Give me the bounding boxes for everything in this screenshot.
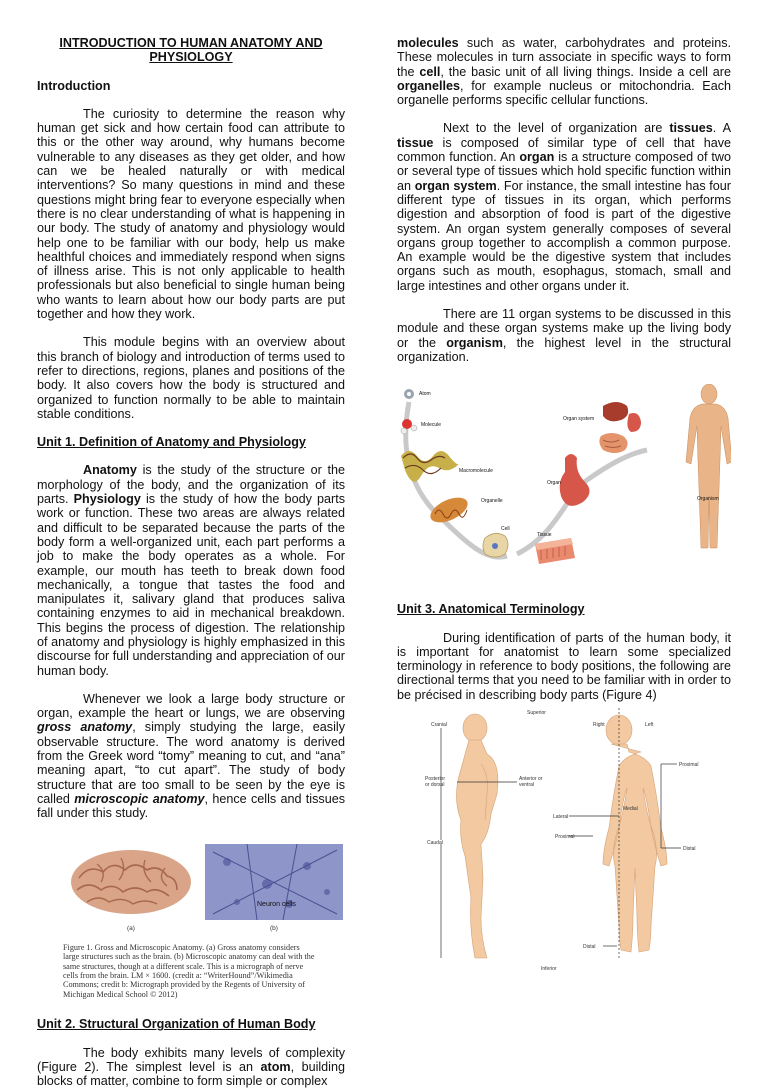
term-gross-anatomy: gross anatomy xyxy=(37,720,133,735)
unit2-heading: Unit 2. Structural Organization of Human Body xyxy=(37,1017,316,1032)
unit2-p2-text-c: is composed of similar type of cell that have common function. An xyxy=(397,135,731,165)
unit2-p1-text-a: The body exhibits many levels of complexity (Figure 2). The simplest level is an xyxy=(37,1045,345,1074)
front-view-body xyxy=(603,715,667,952)
term-anatomy: Anatomy xyxy=(83,463,137,478)
figure-1 xyxy=(37,844,345,1000)
term-microscopic-anatomy: microscopic anatomy xyxy=(74,791,205,806)
unit2-p1-text-b: , building blocks of matter, combine to form simple or complex xyxy=(37,1059,345,1088)
side-view-body xyxy=(456,714,497,958)
unit1-p2-text-b: , simply studying the large, easily observable structure. The word anatomy is derived from the Greek word “tomy” meaning to cut, and “ana” meaning apart, “to cut apart”. The study of body structure that are too small to be seen by the eye is called xyxy=(37,720,345,806)
term-tissue: tissue xyxy=(397,135,434,150)
figure-1-label-b: (b) xyxy=(270,924,278,932)
unit3-paragraph-1: During identification of parts of the human body, it is important for anatomist to learn some specialized terminology in reference to body positions, the following are directional terms that you need to be familiar with in order to be précised in describing body parts (Figure 4) xyxy=(397,630,731,702)
term-cell: cell xyxy=(419,64,441,79)
unit2-p1-text-e: , for example nucleus or mitochondria. Each organelle performs specific cellular functions. xyxy=(397,78,731,108)
macromolecule-image xyxy=(401,451,493,482)
label-organ-system: Organ system xyxy=(563,416,595,423)
label-distal-arm: Distal xyxy=(683,846,696,853)
atom-image xyxy=(404,389,431,399)
label-organ: Organ xyxy=(547,480,561,487)
term-atom: atom xyxy=(260,1059,291,1074)
label-posterior: Posterior or dorsal xyxy=(425,776,446,789)
term-physiology: Physiology xyxy=(73,492,141,507)
unit2-p2-text-a: Next to the level of organization are xyxy=(443,121,670,136)
label-inferior: Inferior xyxy=(541,966,557,973)
unit2-p1-text-d: , the basic unit of all living things. Inside a cell are xyxy=(440,64,731,79)
term-organism: organism xyxy=(446,335,503,350)
label-caudal: Caudal xyxy=(427,840,443,847)
unit1-paragraph-1 xyxy=(37,463,345,677)
term-organ: organ xyxy=(519,150,555,165)
label-tissue: Tissue xyxy=(537,532,552,539)
label-lateral: Lateral xyxy=(553,814,569,821)
unit2-p2-text-e: . For instance, the small intestine has four different type of tissues in its organ, which performs digestion and absorption of food is part of the digestive system. An organ system generally composes of several organs group together to accomplish a common purpose. An example would be the digestive system that includes organs such as mouth, esophagus, stomach, small and large intestines and other organs under it. xyxy=(397,178,731,293)
unit2-paragraph-1-cont xyxy=(397,36,731,107)
unit1-p2-text-c: , hence cells and tissues fall under this study. xyxy=(37,791,346,821)
label-organelle: Organelle xyxy=(481,498,503,505)
label-molecule: Molecule xyxy=(421,422,442,429)
label-cell: Cell xyxy=(501,526,510,533)
label-atom: Atom xyxy=(419,391,431,398)
intro-paragraph-1: The curiosity to determine the reason why human get sick and how certain food can attribute to this or the other way around, why humans become vulnerable to any diseases as they get older, and how can we be healed naturally or with medical interventions? So many questions in mind and these questions might bring fear to everyone especially when there is no clear understanding of what is happening in our body. The study of anatomy and physiology would help one to be familiar with our body, help us make healthful choices and immediately respond when signs of illness arise. This is not only applicable to health professionals but also beneficial to single human being who wants to learn about how our body parts are put together and how they work. xyxy=(37,106,345,322)
figure-2-organization-levels xyxy=(397,384,731,590)
left-column xyxy=(37,32,345,1088)
label-left: Left xyxy=(645,722,654,729)
page-title: INTRODUCTION TO HUMAN ANATOMY AND PHYSIOLOGY xyxy=(59,36,323,65)
brain-image xyxy=(71,850,191,914)
figure-1-images xyxy=(37,844,345,934)
organ-system-image xyxy=(563,402,641,453)
unit1-p1-text-a: is the study of the structure or the morphology of the body, and the organization of its parts. xyxy=(37,463,345,507)
intro-paragraph-2: This module begins with an overview about this branch of biology and introduction of terms used to refer to directions, regions, planes and positions of the body. It also covers how the body is structured and organized to function normally to be able to maintain stable conditions. xyxy=(37,335,345,421)
unit2-paragraph-3 xyxy=(397,307,731,364)
label-cranial: Cranial xyxy=(431,722,447,729)
unit2-p2-text-d: is a structure composed of two or several type of tissues which hold specific function within an xyxy=(397,150,731,193)
term-organelles: organelles xyxy=(397,78,460,93)
term-molecules: molecules xyxy=(397,36,459,50)
figure-1-label-a: (a) xyxy=(127,924,135,932)
unit2-p1-text-c: such as water, carbohydrates and proteins. These molecules in turn associate in specific ways to form the xyxy=(397,36,731,79)
neuron-cells-text: Neuron cells xyxy=(257,900,296,908)
label-macromolecule: Macromolecule xyxy=(459,468,493,475)
label-proximal-arm: Proximal xyxy=(679,762,699,769)
organelle-image xyxy=(427,493,503,528)
unit1-paragraph-2 xyxy=(37,692,345,821)
figure-1-caption: Figure 1. Gross and Microscopic Anatomy. (a) Gross anatomy considers large structures such as the brain. (b) Microscopic anatomy can deal with the same structures, though at a different scale. This is a micrograph of nerve cells from the brain. LM × 1600. (credit a: “WriterHound”/Wikimedia Commons; credit b: Micrograph provided by the Regents of University of Michigan Medical School © 2012) xyxy=(63,942,315,999)
right-column xyxy=(397,32,731,978)
figure-4-directional-terms xyxy=(397,708,731,978)
unit1-p2-text-a: Whenever we look a large body structure or organ, example the heart or lungs, we are observing xyxy=(37,691,345,721)
unit1-heading: Unit 1. Definition of Anatomy and Physiology xyxy=(37,435,306,450)
molecule-image xyxy=(401,419,441,434)
term-tissues: tissues xyxy=(669,121,713,136)
unit2-p3-text-a: There are 11 organ systems to be discussed in this module and these organ systems make up the living body or the xyxy=(397,307,731,350)
tissue-image xyxy=(535,532,575,564)
unit2-paragraph-1 xyxy=(37,1046,345,1088)
cell-image xyxy=(483,526,510,557)
label-medial: Medial xyxy=(623,806,638,813)
unit2-paragraph-2 xyxy=(397,121,731,293)
unit1-p1-text-b: is the study of how the body parts work or function. These two areas are always related and difficult to be separated because the parts of the body form a well-organized unit, each part performs a job to make the body operates as a whole. For example, our mouth has teeth to break down food mechanically, a tongue that tastes the food and manipulates it, salivary gland that produces saliva containing enzymes to aid in mechanical breakdown. This begins the process of digestion. The relationship of anatomy and physiology is highly emphasized in this discourse for full understanding and appreciation of our human body. xyxy=(37,492,345,678)
label-organism: Organism xyxy=(697,496,719,503)
label-distal-leg: Distal xyxy=(583,944,596,951)
unit2-p2-text-b: . A xyxy=(712,121,732,136)
unit2-p3-text-b: , the highest level in the structural organization. xyxy=(397,335,731,364)
organism-image xyxy=(686,384,731,548)
neuron-cells-label xyxy=(257,901,296,908)
label-anterior: Anterior or ventral xyxy=(519,776,543,789)
label-right: Right xyxy=(593,722,605,729)
label-superior: Superior xyxy=(527,710,546,717)
intro-heading: Introduction xyxy=(37,78,111,93)
label-proximal-leg: Proximal xyxy=(555,834,575,841)
term-organ-system: organ system xyxy=(414,178,497,193)
unit3-heading: Unit 3. Anatomical Terminology xyxy=(397,602,585,617)
